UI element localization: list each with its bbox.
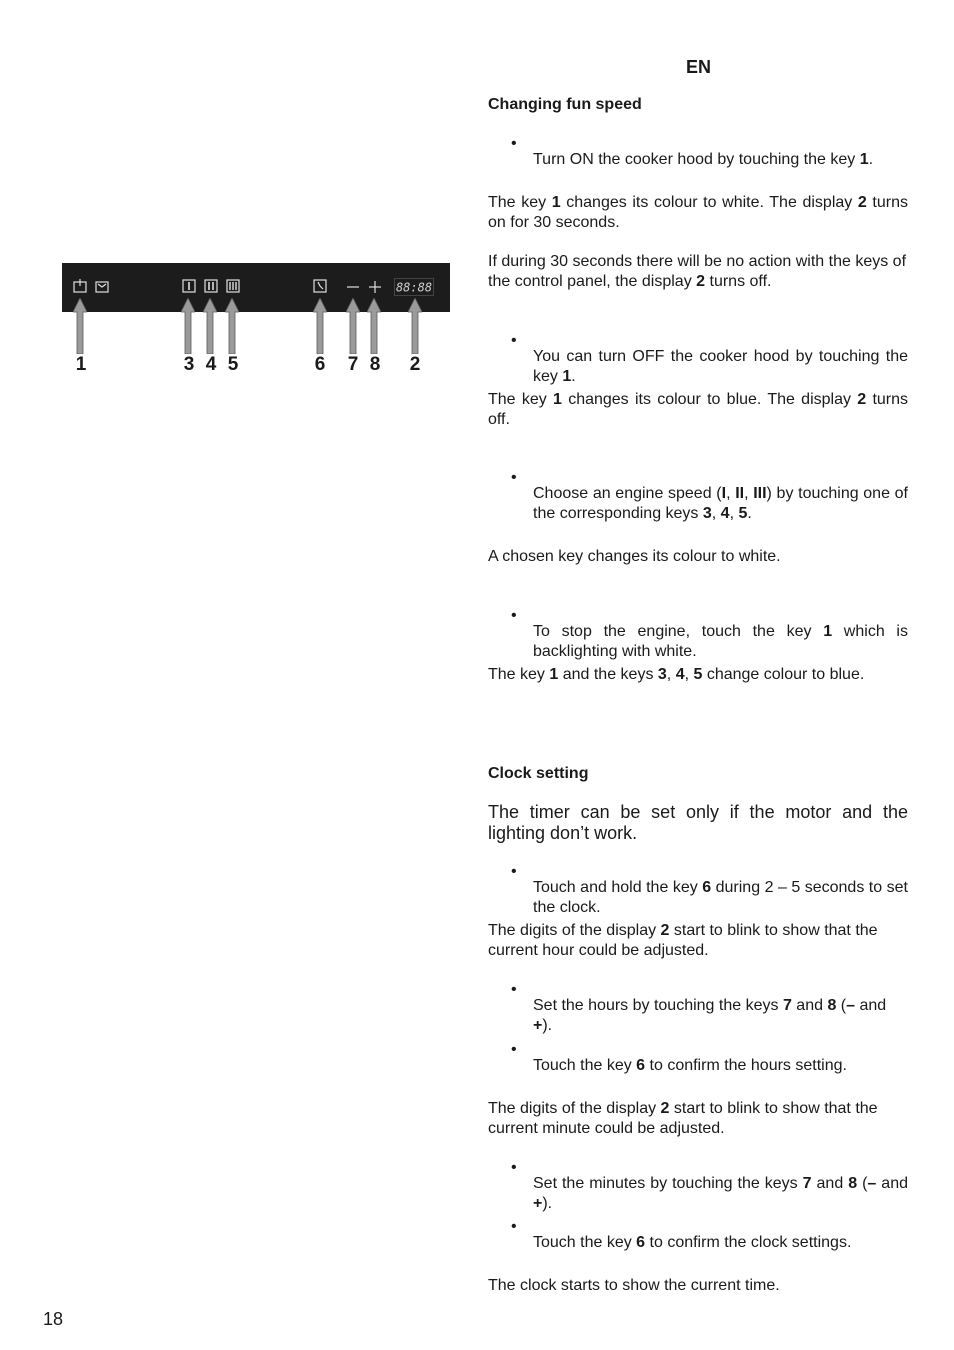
bullet-marker: • xyxy=(511,981,517,998)
power-key-icon xyxy=(73,279,87,293)
arrow-key-3 xyxy=(181,298,195,354)
arrow-key-6 xyxy=(313,298,327,354)
arrow-key-1 xyxy=(73,298,87,354)
bullet-marker: • xyxy=(511,135,517,152)
bullet-marker: • xyxy=(511,469,517,486)
display-digits: 88:88 xyxy=(395,280,433,295)
bullet-marker: • xyxy=(511,1041,517,1058)
speed-3-key-icon xyxy=(226,279,240,293)
paragraph: The clock starts to show the current time. xyxy=(488,1277,780,1294)
figure-label-2: 2 xyxy=(409,354,421,375)
language-code: EN xyxy=(686,57,712,77)
page-number: 18 xyxy=(43,1309,64,1329)
arrow-key-8 xyxy=(367,298,381,354)
list-item: • Set the minutes by touching the keys 7 and 8 (– and +). xyxy=(511,1159,908,1212)
arrow-key-5 xyxy=(225,298,239,354)
list-item: • Touch and hold the key 6 during 2 – 5 seconds to set the clock. xyxy=(511,863,908,916)
list-item: • Touch the key 6 to confirm the clock settings. xyxy=(511,1218,852,1251)
speed-2-key-icon xyxy=(204,279,218,293)
figure-label-6: 6 xyxy=(314,354,326,375)
paragraph: A chosen key changes its colour to white. xyxy=(488,548,781,565)
clock-key-icon xyxy=(313,279,327,293)
arrow-key-7 xyxy=(346,298,360,354)
list-item: • Turn ON the cooker hood by touching the key 1. xyxy=(511,135,874,168)
list-item: • Set the hours by touching the keys 7 and 8 (– and +). xyxy=(511,981,887,1034)
figure-label-8: 8 xyxy=(369,354,381,375)
bullet-marker: • xyxy=(511,1218,517,1235)
paragraph: The key 1 and the keys 3, 4, 5 change colour to blue. xyxy=(488,666,865,683)
figure-label-1: 1 xyxy=(75,354,87,375)
arrow-key-2 xyxy=(408,298,422,354)
bullet-marker: • xyxy=(511,1159,517,1176)
paragraph: The key 1 changes its colour to blue. The display 2 turns off. xyxy=(488,391,909,428)
list-item: • Touch the key 6 to confirm the hours setting. xyxy=(511,1041,847,1074)
figure-label-5: 5 xyxy=(227,354,239,375)
paragraph: The digits of the display 2 start to blink to show that the current hour could be adjusted. xyxy=(488,922,878,959)
figure-label-3: 3 xyxy=(183,354,195,375)
bullet-marker: • xyxy=(511,607,517,624)
figure-label-7: 7 xyxy=(347,354,359,375)
figure-label-4: 4 xyxy=(205,354,217,375)
list-item: • Choose an engine speed (I, II, III) by touching one of the corresponding keys 3, 4, 5. xyxy=(511,469,908,522)
minus-key-icon xyxy=(346,279,360,293)
control-panel-figure xyxy=(62,263,450,312)
light-key-icon xyxy=(95,279,109,293)
paragraph: The timer can be set only if the motor and the lighting don’t work. xyxy=(488,802,908,843)
bullet-marker: • xyxy=(511,863,517,880)
paragraph: The digits of the display 2 start to blink to show that the current minute could be adjusted. xyxy=(488,1100,878,1137)
list-item: • You can turn OFF the cooker hood by touching the key 1. xyxy=(511,332,908,385)
paragraph: The key 1 changes its colour to white. The display 2 turns on for 30 seconds. xyxy=(488,194,909,231)
section-heading-fan-speed: Changing fun speed xyxy=(488,96,642,113)
paragraph: If during 30 seconds there will be no action with the keys of the control panel, the display 2 turns off. xyxy=(488,253,907,290)
plus-key-icon xyxy=(368,279,382,293)
digital-display xyxy=(394,278,434,296)
section-heading-clock-setting: Clock setting xyxy=(488,765,589,782)
speed-1-key-icon xyxy=(182,279,196,293)
bullet-marker: • xyxy=(511,332,517,349)
arrow-key-4 xyxy=(203,298,217,354)
list-item: • To stop the engine, touch the key 1 which is backlighting with white. xyxy=(511,607,908,660)
